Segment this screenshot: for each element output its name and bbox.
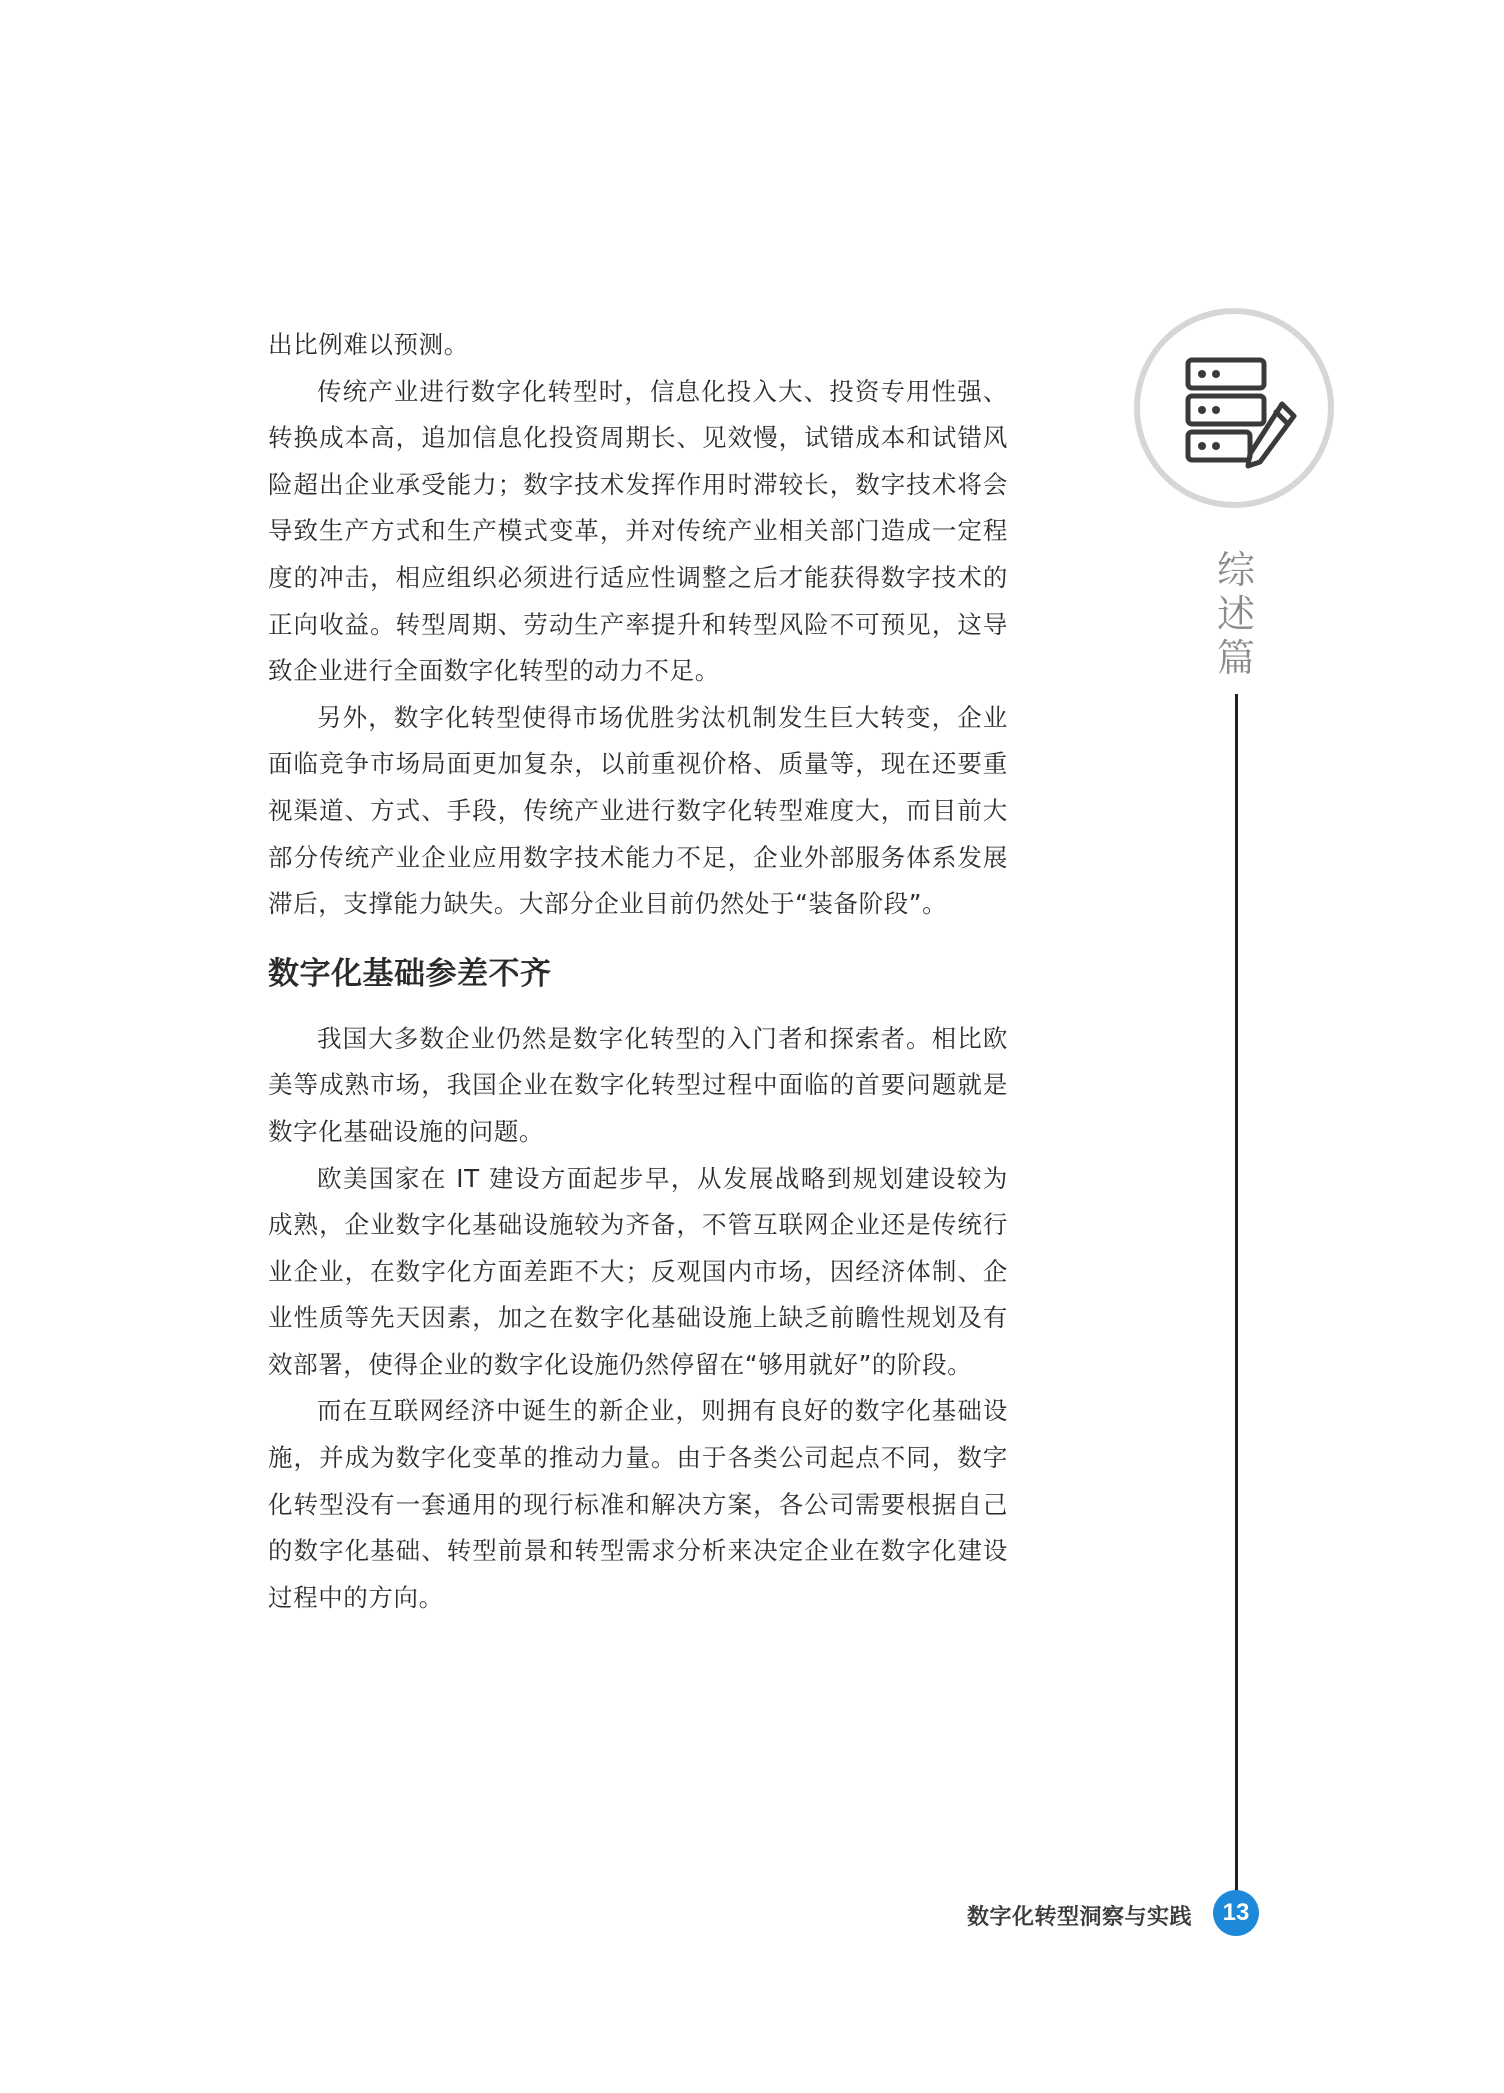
vertical-divider	[1235, 694, 1238, 1894]
paragraph-4: 我国大多数企业仍然是数字化转型的入门者和探索者。相比欧美等成熟市场，我国企业在数字化转型过程中面临的首要问题就是数字化基础设施的问题。	[268, 1023, 1008, 1146]
paragraph-1: 出比例难以预测。	[268, 330, 469, 359]
section-icon-badge	[1134, 308, 1334, 508]
paragraph-3: 另外，数字化转型使得市场优胜劣汰机制发生巨大转变，企业面临竞争市场局面更加复杂，以前重视价格、质量等，现在还要重视渠道、方式、手段，传统产业进行数字化转型难度大，而目前大部分传统产业企业应用数字技术能力不足，企业外部服务体系发展滞后，支撑能力缺失。大部分企业目前仍然处于“装备阶段”。	[268, 702, 1008, 919]
paragraph-6: 而在互联网经济中诞生的新企业，则拥有良好的数字化基础设施，并成为数字化变革的推动力量。由于各类公司起点不同，数字化转型没有一套通用的现行标准和解决方案，各公司需要根据自己的数字化基础、转型前景和转型需求分析来决定企业在数字化建设过程中的方向。	[268, 1396, 1008, 1612]
paragraph-5: 欧美国家在 IT 建设方面起步早，从发展战略到规划建设较为成熟，企业数字化基础设施较为齐备，不管互联网企业还是传统行业企业，在数字化方面差距不大；反观国内市场，因经济体制、企业性质等先天因素，加之在数字化基础设施上缺乏前瞻性规划及有效部署，使得企业的数字化设施仍然停留在“够用就好”的阶段。	[268, 1163, 1008, 1379]
main-text	[268, 322, 1008, 1621]
page-number: 13	[1213, 1890, 1259, 1936]
footer-book-title: 数字化转型洞察与实践	[966, 1905, 1192, 1930]
section-heading: 数字化基础参差不齐	[268, 955, 552, 992]
server-pencil-icon	[1176, 350, 1304, 478]
section-label: 综述篇	[1216, 548, 1255, 680]
paragraph-2: 传统产业进行数字化转型时，信息化投入大、投资专用性强、转换成本高，追加信息化投资周期长、见效慢，试错成本和试错风险超出企业承受能力；数字技术发挥作用时滞较长，数字技术将会导致生产方式和生产模式变革，并对传统产业相关部门造成一定程度的冲击，相应组织必须进行适应性调整之后才能获得数字技术的正向收益。转型周期、劳动生产率提升和转型风险不可预见，这导致企业进行全面数字化转型的动力不足。	[268, 376, 1008, 686]
